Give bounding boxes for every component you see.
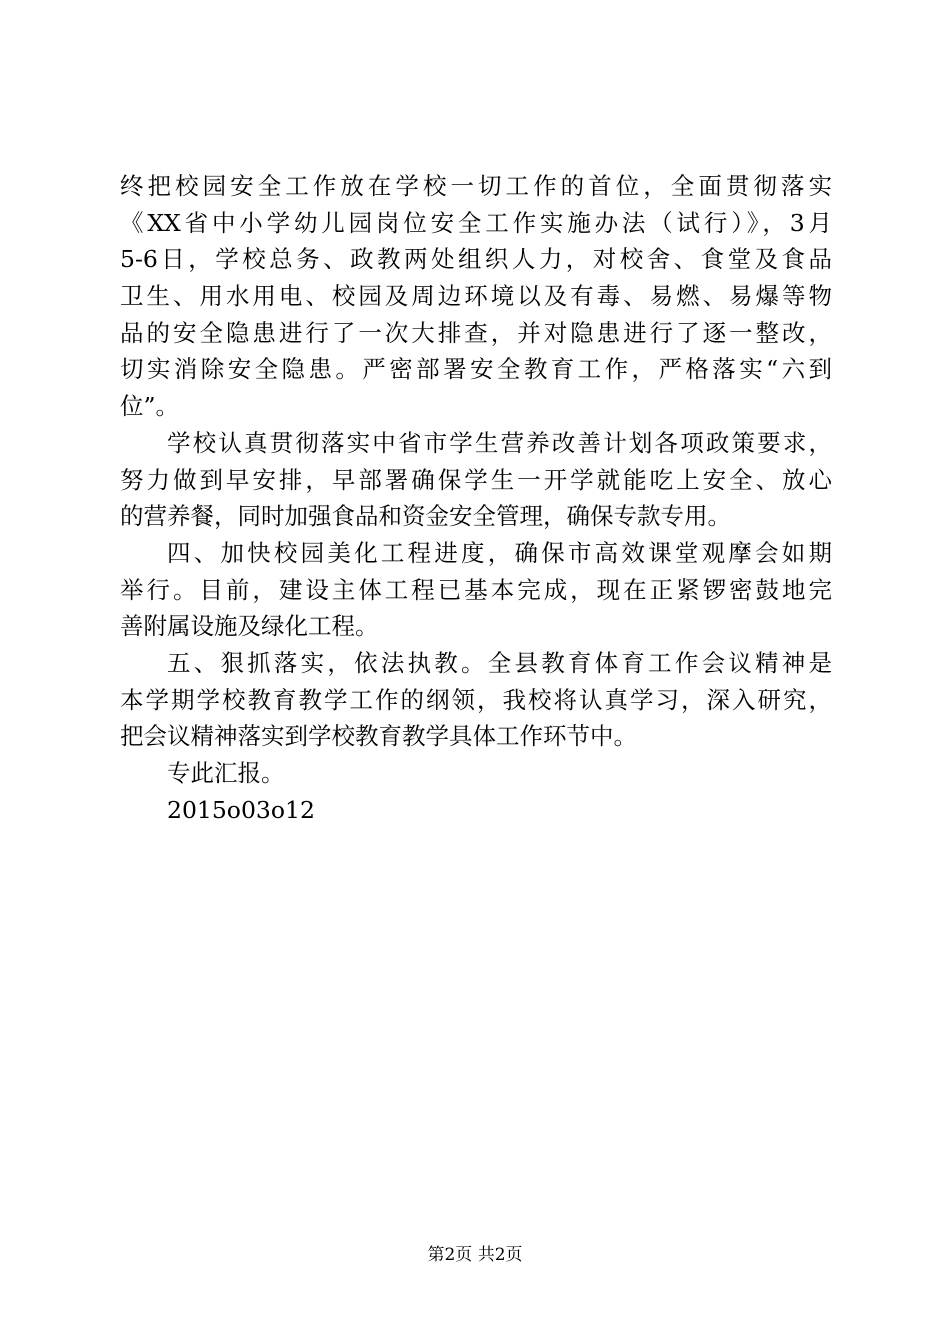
text-line: 终把校园安全工作放在学校一切工作的首位，全面贯彻落实 [120, 172, 832, 200]
text-line: 学校认真贯彻落实中省市学生营养改善计划各项政策要求， [167, 428, 832, 457]
text-line: 《XX省中小学幼儿园岗位安全工作实施办法（试行）》，3月 [120, 208, 832, 237]
text-line: 品的安全隐患进行了一次大排查，并对隐患进行了逐一整改， [120, 318, 832, 347]
text-line: 切实消除安全隐患。严密部署安全教育工作，严格落实“六到 [120, 355, 832, 384]
text-line: 的营养餐，同时加强食品和资金安全管理，确保专款专用。 [120, 502, 731, 531]
page-footer [0, 1244, 950, 1266]
date-line: 2015o03o12 [167, 795, 315, 824]
text-line: 把会议精神落实到学校教育教学具体工作环节中。 [120, 722, 637, 751]
text-line: 本学期学校教育教学工作的纲领，我校将认真学习，深入研究， [120, 685, 832, 714]
text-line: 四、加快校园美化工程进度，确保市高效课堂观摩会如期 [167, 538, 832, 567]
text-line: 善附属设施及绿化工程。 [120, 612, 379, 641]
closing-line: 专此汇报。 [167, 759, 285, 787]
text-line: 努力做到早安排，早部署确保学生一开学就能吃上安全、放心 [120, 465, 832, 494]
text-line: 卫生、用水用电、校园及周边环境以及有毒、易燃、易爆等物 [120, 282, 832, 311]
text-line: 五、狠抓落实，依法执教。全县教育体育工作会议精神是 [167, 648, 832, 677]
text-line: 位”。 [120, 392, 180, 421]
page-indicator: 第2页 共2页 [427, 1245, 523, 1265]
text-line: 举行。目前，建设主体工程已基本完成，现在正紧锣密鼓地完 [120, 575, 832, 604]
text-line: 5-6日，学校总务、政教两处组织人力，对校舍、食堂及食品 [120, 245, 832, 274]
document-body [120, 168, 832, 828]
